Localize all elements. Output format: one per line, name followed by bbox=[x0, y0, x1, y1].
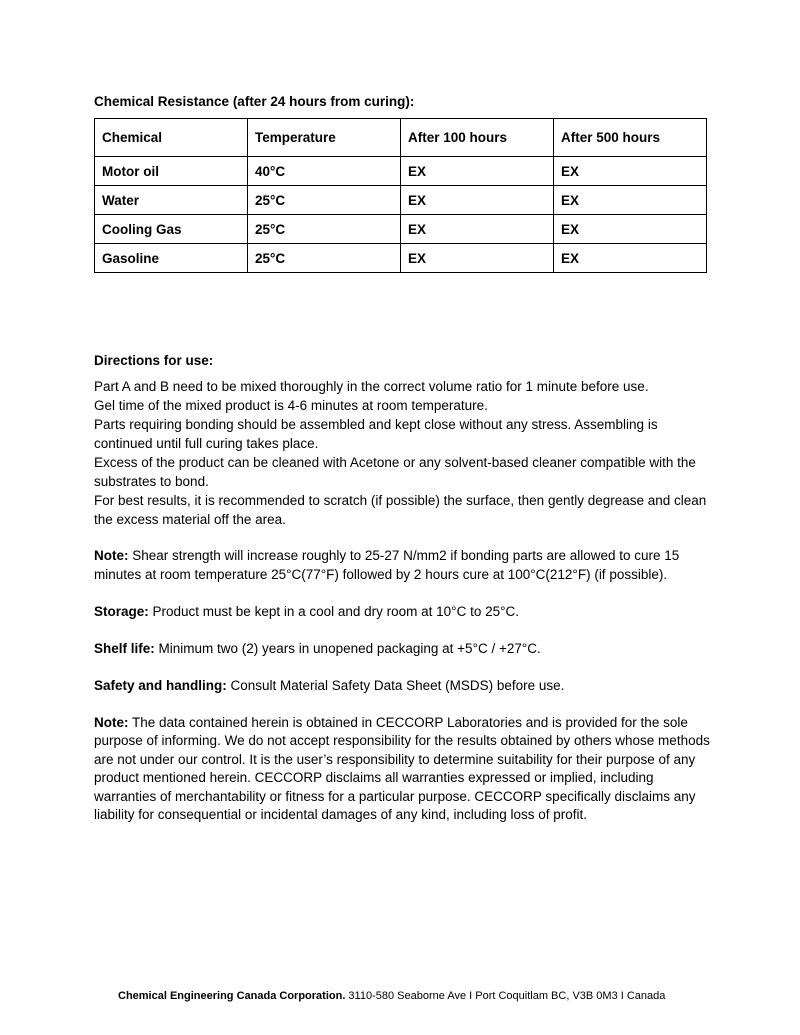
footer-company: Chemical Engineering Canada Corporation. bbox=[118, 990, 346, 1002]
table-row bbox=[95, 186, 707, 215]
column-header-after-500-hours: After 500 hours bbox=[554, 119, 707, 157]
cell-chemical: Motor oil bbox=[95, 157, 248, 186]
safety-paragraph bbox=[94, 677, 714, 696]
chemical-resistance-table bbox=[94, 118, 707, 273]
directions-assembling: Parts requiring bonding should be assembled and kept close without any stress. Assembling is continued until full curing takes place. bbox=[94, 417, 658, 451]
storage-paragraph bbox=[94, 603, 714, 622]
cell-temperature: 40°C bbox=[248, 157, 401, 186]
cell-after-500-hours: EX bbox=[554, 244, 707, 273]
notes-section bbox=[94, 547, 714, 843]
shelf-life-text: Minimum two (2) years in unopened packaging at +5°C / +27°C. bbox=[154, 640, 541, 656]
storage-text: Product must be kept in a cool and dry room at 10°C to 25°C. bbox=[148, 603, 520, 619]
storage-label: Storage: bbox=[94, 603, 149, 619]
table-header-row bbox=[95, 119, 707, 157]
cell-after-100-hours: EX bbox=[401, 244, 554, 273]
disclaimer-label: Note: bbox=[94, 714, 129, 730]
column-header-after-100-hours: After 100 hours bbox=[401, 119, 554, 157]
column-header-temperature: Temperature bbox=[248, 119, 401, 157]
cell-after-500-hours: EX bbox=[554, 157, 707, 186]
directions-best-results: For best results, it is recommended to scratch (if possible) the surface, then gently degrease and clean the excess material off the area. bbox=[94, 493, 707, 527]
shelf-life-paragraph bbox=[94, 640, 714, 659]
cell-chemical: Cooling Gas bbox=[95, 215, 248, 244]
column-header-chemical: Chemical bbox=[95, 119, 248, 157]
cell-after-100-hours: EX bbox=[401, 186, 554, 215]
note-text: Shear strength will increase roughly to 25-27 N/mm2 if bonding parts are allowed to cure 15 minutes at room temperature 25°C(77°F) followed by 2 hours cure at 100°C(212°F) (if possible). bbox=[94, 548, 680, 582]
note-label: Note: bbox=[94, 548, 129, 563]
table-row bbox=[95, 157, 707, 186]
directions-gel-time: Gel time of the mixed product is 4-6 minutes at room temperature. bbox=[94, 398, 488, 413]
directions-heading: Directions for use: bbox=[94, 353, 214, 368]
disclaimer-text: The data contained herein is obtained in CECCORP Laboratories and is provided for the sole purpose of informing. We do not accept responsibility for the results obtained by others whose methods are not under our control. It is the user’s responsibility to determine suitability for their purpose of any product mentioned herein. CECCORP disclaims all warranties expressed or implied, including warranties of merchantability or fitness for a particular purpose. CECCORP specifically disclaims any liability for consequential or incidental damages of any kind, including loss of profit. bbox=[94, 714, 710, 822]
cell-temperature: 25°C bbox=[248, 215, 401, 244]
cell-temperature: 25°C bbox=[248, 244, 401, 273]
safety-label: Safety and handling: bbox=[94, 677, 227, 693]
page-footer bbox=[118, 990, 665, 1002]
footer-address: 3110-580 Seaborne Ave I Port Coquitlam BC, V3B 0M3 I Canada bbox=[345, 990, 666, 1002]
table-row bbox=[95, 244, 707, 273]
chemical-resistance-title: Chemical Resistance (after 24 hours from curing): bbox=[94, 94, 415, 109]
disclaimer-note bbox=[94, 714, 714, 825]
shear-strength-note bbox=[94, 547, 714, 584]
cell-after-500-hours: EX bbox=[554, 186, 707, 215]
cell-chemical: Gasoline bbox=[95, 244, 248, 273]
directions-mixing: Part A and B need to be mixed thoroughly in the correct volume ratio for 1 minute before use. bbox=[94, 379, 649, 394]
cell-after-100-hours: EX bbox=[401, 215, 554, 244]
cell-after-500-hours: EX bbox=[554, 215, 707, 244]
directions-section bbox=[94, 351, 714, 529]
cell-temperature: 25°C bbox=[248, 186, 401, 215]
directions-cleaning: Excess of the product can be cleaned with Acetone or any solvent-based cleaner compatible with the substrates to bond. bbox=[94, 455, 696, 489]
table-row bbox=[95, 215, 707, 244]
shelf-life-label: Shelf life: bbox=[94, 640, 155, 656]
cell-chemical: Water bbox=[95, 186, 248, 215]
safety-text: Consult Material Safety Data Sheet (MSDS) before use. bbox=[226, 677, 565, 693]
cell-after-100-hours: EX bbox=[401, 157, 554, 186]
